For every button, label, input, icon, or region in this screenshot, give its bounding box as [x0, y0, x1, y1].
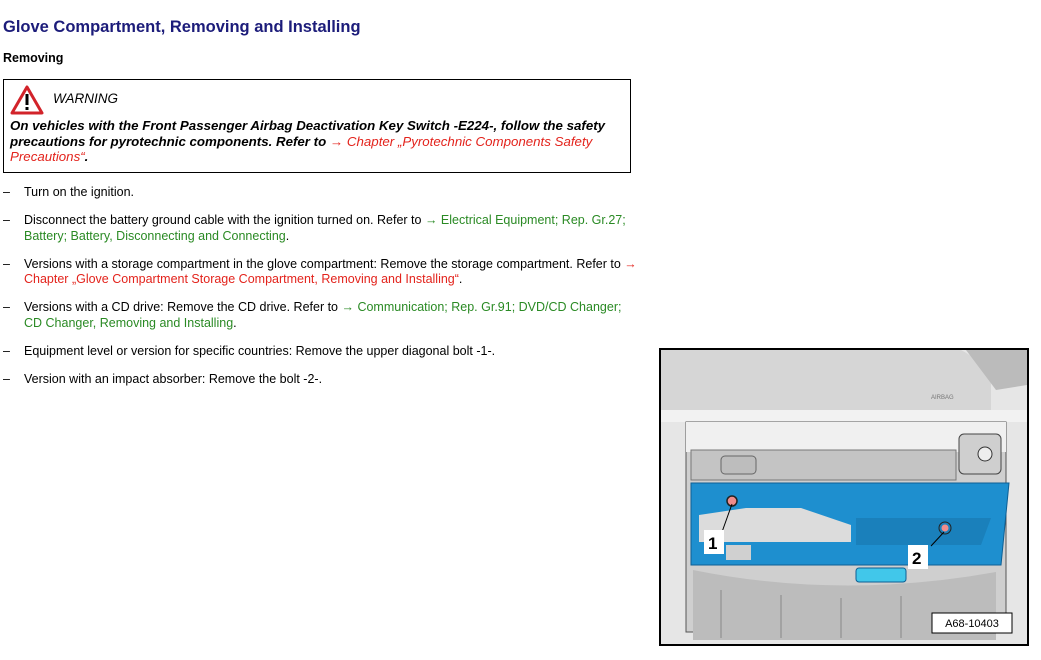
- step-item: [0, 185, 640, 201]
- glove-compartment-figure: [659, 348, 1029, 646]
- warning-box: [3, 79, 631, 173]
- section-heading: Removing: [3, 51, 64, 65]
- figure-id: A68-10403: [945, 618, 999, 630]
- steps-list: [0, 185, 640, 400]
- dash-bullet: –: [3, 213, 10, 227]
- dash-bullet: –: [3, 343, 10, 358]
- step-text: Disconnect the battery ground cable with the ignition turned on. Refer to: [24, 213, 425, 227]
- step-text: Turn on the ignition.: [24, 185, 135, 199]
- step-link[interactable]: → Chapter „Glove Compartment Storage Compartment, Removing and Installing“: [24, 256, 637, 286]
- step-link[interactable]: → Communication; Rep. Gr.91; DVD/CD Changer; CD Changer, Removing and Installing: [24, 300, 622, 330]
- dash-bullet: –: [3, 185, 10, 199]
- step-text: Equipment level or version for specific countries: Remove the upper diagonal bolt -1-.: [24, 343, 496, 358]
- pyrotechnic-link[interactable]: → Chapter „Pyrotechnic Components Safety Precautions“: [10, 133, 593, 164]
- step-item: – Versions with a storage compartment in the glove compartment: Remove the storage compartment. Refer to → Chapter „Glove Compartment Storage Compartment, Removing and Installing“.: [3, 256, 637, 286]
- callout-2: 2: [912, 549, 922, 568]
- page-title: Glove Compartment, Removing and Installing: [3, 18, 361, 36]
- step-item: – Versions with a CD drive: Remove the CD drive. Refer to → Communication; Rep. Gr.91; DVD/CD Changer; CD Changer, Removing and Installing.: [3, 300, 622, 330]
- step-item: [0, 372, 640, 388]
- step-text: Versions with a storage compartment in the glove compartment: Remove the storage compartment. Refer to: [24, 256, 625, 271]
- dash-bullet: –: [3, 256, 10, 271]
- dash-bullet: –: [3, 300, 10, 314]
- dash-bullet: –: [3, 371, 10, 386]
- step-link[interactable]: → Electrical Equipment; Rep. Gr.27; Battery; Battery, Disconnecting and Connecting: [24, 213, 626, 243]
- step-text: Versions with a CD drive: Remove the CD drive. Refer to: [24, 300, 342, 314]
- airbag-label: AIRBAG: [931, 395, 954, 401]
- warning-heading: WARNING: [53, 91, 119, 106]
- warning-triangle-icon: [10, 85, 44, 115]
- step-item: – Disconnect the battery ground cable with the ignition turned on. Refer to → Electrical Equipment; Rep. Gr.27; Battery; Battery, Disconnecting and Connecting.: [3, 213, 626, 243]
- step-item: [0, 344, 640, 360]
- warning-text: On vehicles with the Front Passenger Airbag Deactivation Key Switch -E224-, follow the safety precautions for pyrotechnic components. Refer to → Chapter „Pyrotechnic Components Safety Precautions“.: [10, 118, 606, 164]
- step-text: Version with an impact absorber: Remove the bolt -2-.: [24, 371, 323, 386]
- callout-1: 1: [708, 534, 718, 553]
